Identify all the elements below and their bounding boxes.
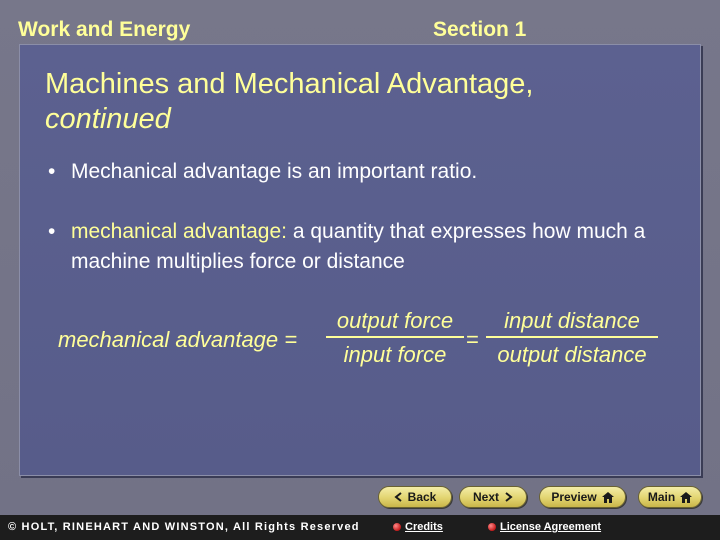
bullet-definition <box>48 217 688 277</box>
home-icon <box>602 492 614 503</box>
copyright-text: © HOLT, RINEHART AND WINSTON, All Rights Reserved <box>8 521 360 533</box>
bullet-dot: • <box>48 220 56 243</box>
slide-title <box>45 67 685 137</box>
fraction-distance <box>486 308 658 368</box>
preview-button[interactable] <box>539 486 626 508</box>
section-title: Section 1 <box>433 18 527 41</box>
footer-bar <box>0 515 720 540</box>
bullet-text: Mechanical advantage is an important ratio. <box>71 160 478 183</box>
fraction-numerator: input distance <box>504 308 640 333</box>
definition-text: a quantity that expresses how much a machine multiplies force or distance <box>71 220 646 273</box>
back-button[interactable] <box>378 486 452 508</box>
bullet-item <box>48 217 688 277</box>
slide-title-main: Machines and Mechanical Advantage, <box>45 68 534 100</box>
home-icon <box>680 492 692 503</box>
back-label: Back <box>407 490 437 504</box>
chevron-right-icon <box>504 492 513 502</box>
equals-sign: = <box>466 327 479 352</box>
bullet-item <box>48 157 688 187</box>
main-label: Main <box>647 490 676 504</box>
license-label: License Agreement <box>500 521 602 533</box>
chapter-title: Work and Energy <box>18 18 191 41</box>
slide-panel <box>19 44 701 476</box>
bullet-dot: • <box>48 160 56 183</box>
red-ball-icon <box>393 523 401 531</box>
next-button[interactable] <box>459 486 527 508</box>
equation-lhs: mechanical advantage = <box>58 327 298 352</box>
next-label: Next <box>472 490 499 504</box>
slide-title-sub: continued <box>45 103 171 135</box>
credits-link[interactable] <box>393 521 443 533</box>
fraction-numerator: output force <box>336 308 454 333</box>
fraction-denominator: input force <box>343 342 447 367</box>
main-button[interactable] <box>638 486 702 508</box>
credits-label: Credits <box>405 521 443 533</box>
red-ball-icon <box>488 523 496 531</box>
fraction-force <box>326 308 464 368</box>
mechanical-advantage-equation <box>56 308 676 378</box>
preview-label: Preview <box>551 490 597 504</box>
definition-term: mechanical advantage: <box>71 220 287 243</box>
fraction-denominator: output distance <box>497 342 647 367</box>
chevron-left-icon <box>394 492 403 502</box>
license-agreement-link[interactable] <box>488 521 601 533</box>
